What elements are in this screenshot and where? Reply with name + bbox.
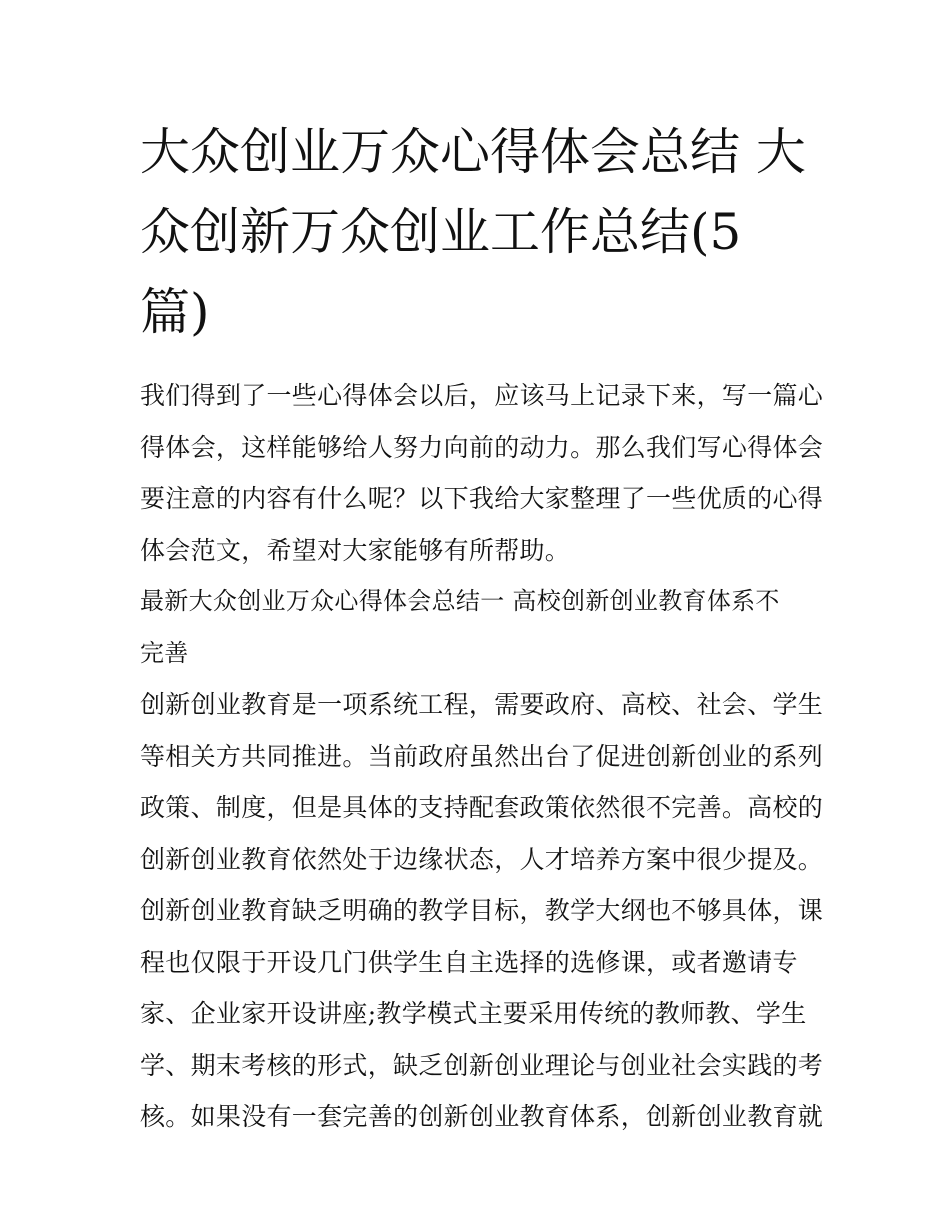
- section-line: 政策、制度，但是具体的支持配套政策依然很不完善。高校的: [140, 793, 824, 822]
- section-line: 家、企业家开设讲座;教学模式主要采用传统的教师教、学生: [140, 999, 807, 1028]
- section-line: 学、期末考核的形式，缺乏创新创业理论与创业社会实践的考: [140, 1050, 824, 1080]
- section-heading: [140, 576, 820, 679]
- section-line: 程也仅限于开设几门供学生自主选择的选修课，或者邀请专: [140, 947, 798, 977]
- section-line: 创新创业教育依然处于边缘状态，人才培养方案中很少提及。: [140, 844, 824, 874]
- title-line: 众创新万众创业工作总结(5: [140, 203, 742, 261]
- section-line: 等相关方共同推进。当前政府虽然出台了促进创新创业的系列: [140, 741, 824, 771]
- section-line: 创新创业教育是一项系统工程，需要政府、高校、社会、学生: [140, 690, 824, 719]
- intro-paragraph: [140, 370, 824, 576]
- title-line: 大众创业万众心得体会总结 大: [140, 123, 806, 181]
- section-line: 创新创业教育缺乏明确的教学目标，教学大纲也不够具体，课: [140, 896, 824, 925]
- document-body: [140, 370, 824, 1143]
- intro-line: 得体会，这样能够给人努力向前的动力。那么我们写心得体会: [140, 432, 824, 462]
- section-heading-line: 完善: [140, 638, 189, 667]
- intro-line: 体会范文，希望对大家能够有所帮助。: [140, 535, 571, 565]
- section-paragraph: [140, 679, 824, 1143]
- intro-line: 我们得到了一些心得体会以后，应该马上记录下来，写一篇心: [140, 381, 824, 410]
- document-title: [140, 112, 820, 352]
- document-page: [140, 112, 824, 1143]
- intro-line: 要注意的内容有什么呢？以下我给大家整理了一些优质的心得: [140, 484, 824, 513]
- section-heading-line: 最新大众创业万众心得体会总结一 高校创新创业教育体系不: [140, 587, 780, 615]
- section-line: 核。如果没有一套完善的创新创业教育体系，创新创业教育就: [140, 1102, 824, 1131]
- title-line: 篇): [140, 283, 210, 341]
